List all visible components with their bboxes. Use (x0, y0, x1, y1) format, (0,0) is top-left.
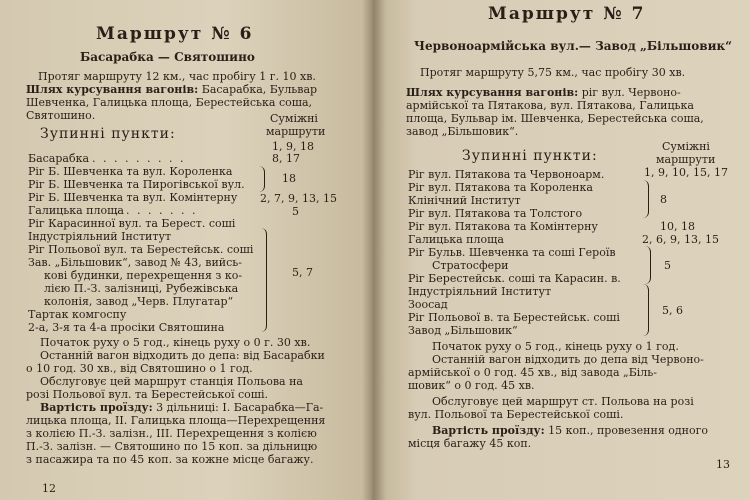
course-text: ріг вул. Червоно- (581, 86, 681, 99)
fare-text: 15 коп., провезення одного (548, 424, 708, 437)
last-car: Останній вагон відходить до депа від Червоно- (432, 353, 704, 366)
adjacent-routes: 10, 18 (660, 220, 695, 233)
served-by: вул. Польової та Берестейської соші. (408, 408, 624, 421)
brace (260, 228, 267, 332)
served-by: Обслуговує цей маршрут ст. Польова на розі (432, 395, 694, 408)
stop-item: лією П.-З. залізниці, Рубежівська (44, 282, 239, 295)
last-car: армійської о 0 год. 45 хв., від завода „Біль- (408, 366, 657, 379)
stop-item: Ріг Польової в. та Берестейськ. соші (408, 311, 620, 324)
route-subtitle: Басарабка — Святошино (80, 50, 255, 64)
adjacent-header: маршрути (266, 125, 326, 138)
stop-item: Ріг вул. Пятакова та Короленка (408, 181, 593, 194)
brace (644, 246, 651, 284)
adjacent-routes: 1, 9, 18 (272, 140, 314, 153)
adjacent-routes: 2, 7, 9, 13, 15 (260, 192, 337, 205)
service-start: Початок руху о 5 год., кінець руху о 1 год. (432, 340, 679, 353)
fare-text: 3 дільниці: І. Басарабка—Га- (156, 401, 324, 414)
fare-text: П.-З. залізн. — Святошино по 15 коп. за дільницю (26, 440, 318, 453)
fare-text: місця багажу 45 коп. (408, 437, 532, 450)
fare-line (432, 424, 708, 437)
course-text: Шевченка, Галицька площа, Берестейська соша, (26, 96, 313, 109)
adjacent-header: Суміжні (270, 112, 318, 125)
service-start: Початок руху о 5 год., кінець руху о 0 г. 30 хв. (40, 336, 311, 349)
stop-item: Зоосад (408, 298, 448, 311)
stop-item: Зав. „Більшовик“, завод № 43, вийсь- (28, 256, 243, 269)
stop-item: Клінічний Інститут (408, 194, 521, 207)
adjacent-routes: 8 (660, 193, 667, 206)
course-text: площа, Бульвар ім. Шевченка, Берестейська соша, (406, 112, 704, 125)
stop-item: Ріг Б. Шевченка та Пирогівської вул. (28, 178, 245, 191)
served-by: Обслуговує цей маршрут станція Польова на (40, 375, 303, 388)
fare-text: з колією П.-З. залізн., ІІІ. Перехрещення з колією (26, 427, 317, 440)
dot-leader: . . . . . . . . . (92, 152, 186, 165)
brace (642, 284, 649, 336)
stop-item: Ріг Карасинної вул. та Берест. соші (28, 217, 236, 230)
stop-item: Басарабка (28, 152, 90, 165)
dot-leader: . . . . . . . . (115, 204, 198, 217)
stop-item: Ріг Бульв. Шевченка та соші Героїв (408, 246, 616, 259)
course-label: Шлях курсування вагонів: (406, 86, 579, 99)
adjacent-routes: 2, 6, 9, 13, 15 (642, 233, 719, 246)
route-length: Протяг маршруту 12 км., час пробігу 1 г. 10 хв. (38, 70, 316, 83)
stop-item: Ріг Б. Шевченка та вул. Короленка (28, 165, 233, 178)
stop-item: Ріг Польової вул. та Берестейськ. соші (28, 243, 254, 256)
page-number: 13 (716, 458, 730, 471)
last-car: о 10 год. 30 хв., від Святошино о 1 год. (26, 362, 253, 375)
adjacent-header: маршрути (656, 153, 716, 166)
course-text: Басарабка, Бульвар (201, 83, 318, 96)
adjacent-routes: 5, 6 (662, 304, 683, 317)
fare-label: Вартість проїзду: (432, 424, 545, 437)
right-page (372, 0, 750, 500)
adjacent-routes: 5, 7 (292, 266, 313, 279)
stop-item: Ріг вул. Пятакова та Комінтерну (408, 220, 598, 233)
left-page (0, 0, 372, 500)
route-title: Маршрут № 6 (96, 24, 254, 44)
stop-item: 2-а, 3-я та 4-а просіки Святошина (28, 321, 225, 334)
brace (642, 180, 649, 218)
stop-item: Ріг вул. Пятакова та Толстого (408, 207, 583, 220)
fare-label: Вартість проїзду: (40, 401, 153, 414)
adjacent-routes: 8, 17 (272, 152, 300, 165)
adjacent-header: Суміжні (662, 140, 710, 153)
last-car: Останній вагон відходить до депа: від Басарабки (40, 349, 325, 362)
stop-item: Індустріяльний Інститут (408, 285, 552, 298)
stop-item: Стратосфери (432, 259, 509, 272)
course-label: Шлях курсування вагонів: (26, 83, 199, 96)
stop-item: Завод „Більшовик“ (408, 324, 518, 337)
fare-text: з пасажира та по 45 коп. за кожне місце багажу. (26, 453, 314, 466)
route-length: Протяг маршруту 5,75 км., час пробігу 30 хв. (420, 66, 686, 79)
adjacent-routes: 18 (282, 172, 296, 185)
stop-item: колонія, завод „Черв. Плугатар“ (44, 295, 234, 308)
stop-item: Ріг вул. Пятакова та Червоноарм. (408, 168, 605, 181)
stop-item: Галицька площа (408, 233, 504, 246)
stop-item: Галицька площа (28, 204, 124, 217)
stop-item: Індустріяльний Інститут (28, 230, 172, 243)
adjacent-routes: 5 (292, 205, 299, 218)
adjacent-routes: 1, 9, 10, 15, 17 (644, 166, 728, 179)
course-text: завод „Більшовик“. (406, 125, 519, 138)
stops-header: Зупинні пункти: (462, 148, 598, 164)
served-by: розі Польової вул. та Берестейської соші. (26, 388, 269, 401)
route-title: Маршрут № 7 (488, 4, 646, 24)
book-gutter (362, 0, 386, 500)
course-text: армійської та Пятакова, вул. Пятакова, Галицька (406, 99, 694, 112)
route-subtitle: Червоноармійська вул.— Завод „Більшовик“ (414, 39, 733, 53)
stop-item: Ріг Берестейськ. соші та Карасин. в. (408, 272, 621, 285)
fare-text: лицька площа, ІІ. Галицька площа—Перехрещення (26, 414, 326, 427)
fare-line (40, 401, 323, 414)
route-course-line (406, 86, 681, 99)
brace (258, 166, 265, 192)
route-course-line (26, 83, 317, 96)
adjacent-routes: 5 (664, 259, 671, 272)
stop-item: Тартак комгоспу (28, 308, 127, 321)
course-text: Святошино. (26, 109, 96, 122)
stop-item: кові будинки, перехрещення з ко- (44, 269, 243, 282)
stops-header: Зупинні пункти: (40, 126, 176, 142)
last-car: шовик“ о 0 год. 45 хв. (408, 379, 535, 392)
stop-item: Ріг Б. Шевченка та вул. Комінтерну (28, 191, 238, 204)
page-number: 12 (42, 482, 56, 495)
